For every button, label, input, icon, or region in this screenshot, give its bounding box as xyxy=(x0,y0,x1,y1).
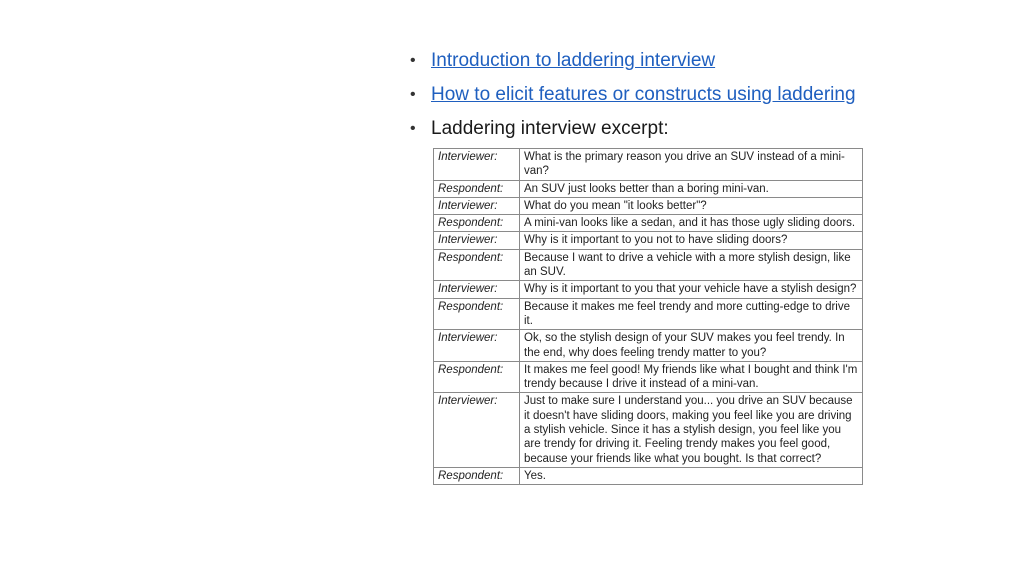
introduction-link[interactable]: Introduction to laddering interview xyxy=(431,50,716,71)
table-row xyxy=(434,180,863,197)
bullet-item-elicit xyxy=(410,82,856,116)
speaker-cell: Interviewer: xyxy=(434,393,520,467)
table-row xyxy=(434,361,863,393)
table-row xyxy=(434,393,863,467)
speaker-cell: Respondent: xyxy=(434,298,520,330)
table-row xyxy=(434,249,863,281)
dialogue-cell: Because it makes me feel trendy and more cutting-edge to drive it. xyxy=(520,298,863,330)
elicit-features-link[interactable]: How to elicit features or constructs using laddering xyxy=(431,84,856,105)
table-row xyxy=(434,281,863,298)
speaker-cell: Interviewer: xyxy=(434,149,520,181)
speaker-cell: Respondent: xyxy=(434,249,520,281)
table-row xyxy=(434,330,863,362)
speaker-cell: Interviewer: xyxy=(434,197,520,214)
dialogue-cell: An SUV just looks better than a boring mini-van. xyxy=(520,180,863,197)
speaker-cell: Interviewer: xyxy=(434,330,520,362)
excerpt-heading: Laddering interview excerpt: xyxy=(431,118,669,139)
bullet-item-excerpt xyxy=(410,116,856,150)
bullet-item-introduction xyxy=(410,48,856,82)
speaker-cell: Respondent: xyxy=(434,180,520,197)
dialogue-cell: Why is it important to you not to have sliding doors? xyxy=(520,232,863,249)
dialogue-cell: Ok, so the stylish design of your SUV makes you feel trendy. In the end, why does feeling trendy matter to you? xyxy=(520,330,863,362)
bullet-dot-icon: • xyxy=(410,86,416,103)
speaker-cell: Interviewer: xyxy=(434,281,520,298)
table-row xyxy=(434,232,863,249)
table-row xyxy=(434,197,863,214)
dialogue-cell: It makes me feel good! My friends like what I bought and think I'm trendy because I drive it instead of a mini-van. xyxy=(520,361,863,393)
dialogue-cell: What do you mean "it looks better"? xyxy=(520,197,863,214)
laddering-excerpt-table xyxy=(433,148,863,485)
bullet-dot-icon: • xyxy=(410,52,416,69)
dialogue-cell: A mini-van looks like a sedan, and it has those ugly sliding doors. xyxy=(520,215,863,232)
dialogue-cell: Because I want to drive a vehicle with a more stylish design, like an SUV. xyxy=(520,249,863,281)
table-row xyxy=(434,467,863,484)
dialogue-cell: Why is it important to you that your vehicle have a stylish design? xyxy=(520,281,863,298)
bullet-list xyxy=(410,48,856,150)
table-row xyxy=(434,298,863,330)
table-row xyxy=(434,215,863,232)
speaker-cell: Respondent: xyxy=(434,467,520,484)
table-row xyxy=(434,149,863,181)
dialogue-cell: Just to make sure I understand you... you drive an SUV because it doesn't have sliding doors, making you feel like you are driving a stylish vehicle. Since it has a stylish design, you feel like you are trendy for driving it. Feeling trendy makes you feel good, because your friends like what you bought. Is that correct? xyxy=(520,393,863,467)
dialogue-cell: What is the primary reason you drive an SUV instead of a mini-van? xyxy=(520,149,863,181)
speaker-cell: Respondent: xyxy=(434,215,520,232)
dialogue-cell: Yes. xyxy=(520,467,863,484)
speaker-cell: Interviewer: xyxy=(434,232,520,249)
bullet-dot-icon: • xyxy=(410,120,416,137)
speaker-cell: Respondent: xyxy=(434,361,520,393)
